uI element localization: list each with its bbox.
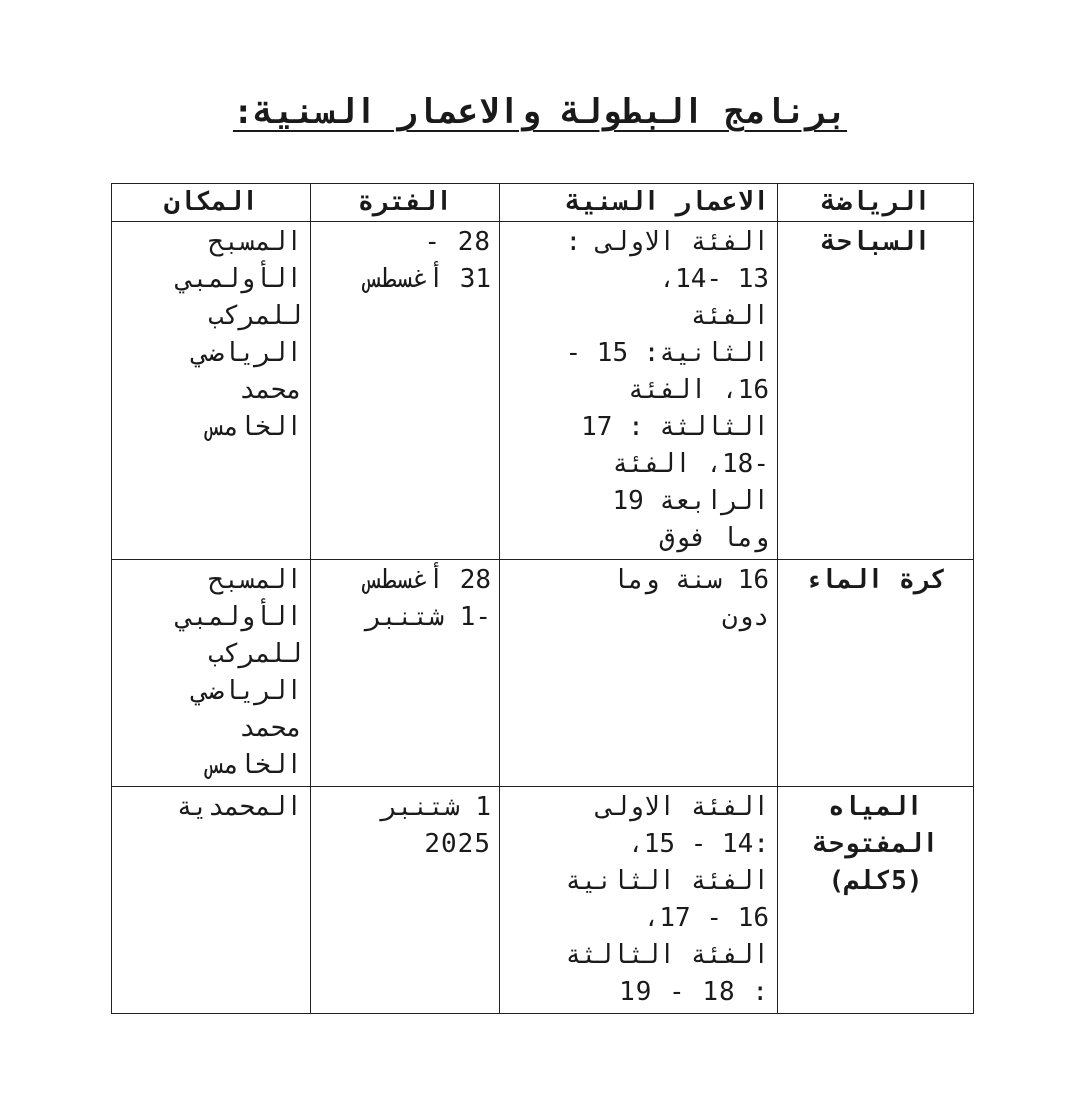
place-line: محمد: [239, 375, 302, 405]
period-line: 28 أغسطس: [365, 565, 491, 595]
table-header-row: [112, 184, 974, 222]
ages-line: -18، الفئة: [612, 449, 769, 479]
ages-line: الفئة الاولى :: [565, 227, 769, 257]
ages-line: 16، الفئة: [628, 375, 769, 405]
period-line: 31 أغسطس: [365, 264, 491, 294]
place-line: المحمدية: [176, 792, 302, 822]
ages-line: الرابعة 19: [612, 486, 769, 516]
cell-period: [311, 560, 500, 787]
page-title: برنامج البطولة والاعمار السنية:: [232, 92, 848, 132]
ages-line: الفئة الثالثة: [565, 940, 769, 970]
place-line: للمركب: [208, 639, 302, 669]
header-period: الفترة: [311, 184, 500, 222]
sport-name: المياه: [828, 792, 923, 822]
period-line: 2025: [424, 829, 491, 859]
cell-place: [112, 222, 311, 560]
ages-line: 16 - 17،: [643, 903, 769, 933]
cell-place: [112, 560, 311, 787]
header-place: المكان: [112, 184, 311, 222]
place-line: الأولمبي: [176, 602, 302, 632]
table-row-water-polo: [112, 560, 974, 787]
place-line: الأولمبي: [176, 264, 302, 294]
place-line: المسبح: [208, 565, 302, 595]
ages-line: دون: [722, 602, 769, 632]
period-line: 28 -: [424, 227, 491, 257]
championship-schedule-table: [111, 183, 974, 1014]
cell-period: [311, 222, 500, 560]
ages-line: :14 - 15،: [628, 829, 769, 859]
table-row-swimming: [112, 222, 974, 560]
ages-line: الفئة الثانية: [565, 866, 769, 896]
place-line: المسبح: [208, 227, 302, 257]
ages-line: الفئة الاولى: [596, 792, 769, 822]
ages-line: وما فوق: [659, 523, 769, 553]
ages-line: 16 سنة وما: [612, 565, 769, 595]
table-row-open-water: [112, 787, 974, 1014]
cell-period: [311, 787, 500, 1014]
ages-line: الثالثة : 17: [581, 412, 769, 442]
sport-name: كرة الماء: [805, 565, 946, 595]
ages-line: الثانية: 15 -: [565, 338, 769, 368]
cell-ages: [500, 222, 778, 560]
sport-name: المفتوحة: [812, 829, 939, 859]
cell-ages: [500, 560, 778, 787]
sport-name: السباحة: [820, 227, 931, 257]
sport-name: (5كلم): [828, 866, 923, 896]
ages-line: الفئة: [690, 301, 769, 331]
place-line: الرياضي: [192, 338, 302, 368]
period-line: 1 شتنبر: [381, 792, 491, 822]
header-sport: الرياضة: [778, 184, 974, 222]
place-line: للمركب: [208, 301, 302, 331]
ages-line: : 18 - 19: [619, 977, 769, 1007]
place-line: الرياضي: [192, 676, 302, 706]
place-line: الخامس: [208, 412, 302, 442]
header-ages: الاعمار السنية: [500, 184, 778, 222]
place-line: محمد: [239, 713, 302, 743]
place-line: الخامس: [208, 750, 302, 780]
cell-sport: [778, 222, 974, 560]
cell-ages: [500, 787, 778, 1014]
ages-line: 13 -14،: [659, 264, 769, 294]
cell-sport: [778, 560, 974, 787]
cell-sport: [778, 787, 974, 1014]
period-line: -1 شتنبر: [365, 602, 491, 632]
cell-place: [112, 787, 311, 1014]
